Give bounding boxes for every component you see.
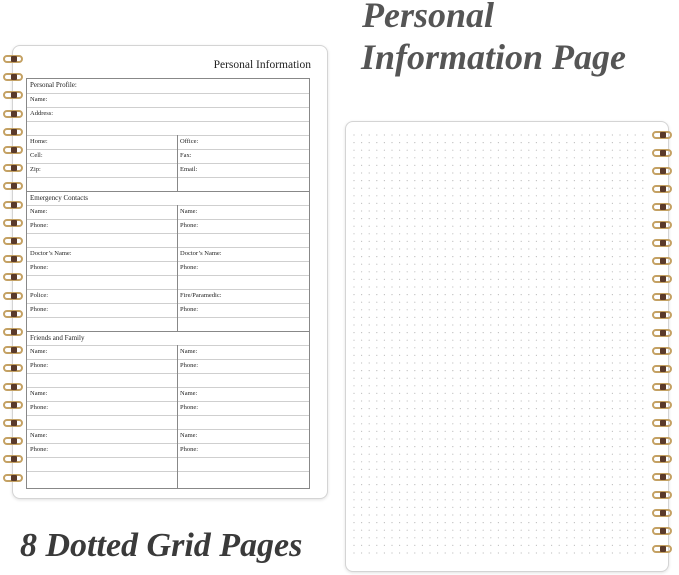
spiral-coil <box>1 255 27 264</box>
form-row <box>27 177 309 192</box>
spiral-coil <box>650 383 676 392</box>
form-row <box>27 317 309 332</box>
field-label-phone: Phone: <box>180 222 199 229</box>
footer-dotted-grid-pages: 8 Dotted Grid Pages <box>20 527 303 564</box>
spiral-coil <box>1 419 27 428</box>
spiral-coil <box>650 149 676 158</box>
spiral-coil <box>1 310 27 319</box>
spiral-coil <box>650 527 676 536</box>
spiral-coil <box>650 167 676 176</box>
section-label-friends-family: Friends and Family <box>30 334 85 342</box>
field-label-home: Home: <box>30 138 48 145</box>
spiral-coil <box>650 347 676 356</box>
field-label-phone: Phone: <box>30 264 49 271</box>
dot-grid <box>352 133 648 561</box>
spiral-coil <box>1 346 27 355</box>
form-row <box>27 233 309 248</box>
form-row <box>27 93 309 108</box>
spiral-coil <box>650 275 676 284</box>
spiral-coil <box>1 128 27 137</box>
form-row <box>27 135 309 150</box>
spiral-coil <box>650 491 676 500</box>
heading-information-page: Information Page <box>361 37 627 77</box>
form-row <box>27 401 309 416</box>
field-label-cell: Cell: <box>30 152 43 159</box>
spiral-coil <box>650 455 676 464</box>
form-row <box>27 387 309 402</box>
form-row <box>27 345 309 360</box>
spiral-coil <box>1 237 27 246</box>
spiral-coil <box>1 201 27 210</box>
field-label-name: Name: <box>180 432 198 439</box>
spiral-coil <box>650 131 676 140</box>
field-label-phone: Phone: <box>180 362 199 369</box>
spiral-coil <box>1 383 27 392</box>
spiral-coil <box>650 509 676 518</box>
spiral-coil <box>1 55 27 64</box>
field-label-police: Police: <box>30 292 49 299</box>
field-label-fire-paramedic: Fire/Paramedic: <box>180 292 222 299</box>
form-row <box>27 471 309 490</box>
spiral-coil <box>1 401 27 410</box>
form-title: Personal Information <box>213 59 311 71</box>
field-label-phone: Phone: <box>180 264 199 271</box>
field-label-name: Name: <box>180 348 198 355</box>
column-divider <box>177 205 178 331</box>
spiral-coil <box>650 311 676 320</box>
spiral-coil <box>650 329 676 338</box>
field-label-phone: Phone: <box>180 404 199 411</box>
section-label-personal-profile: Personal Profile: <box>30 81 77 89</box>
spiral-coil <box>1 91 27 100</box>
dot-grid-dots <box>353 134 643 553</box>
spiral-coil <box>1 273 27 282</box>
form-row <box>27 121 309 136</box>
field-label-zip: Zip: <box>30 166 41 173</box>
form-row <box>27 79 309 93</box>
form-row <box>27 429 309 444</box>
field-label-doctors-name: Doctor’s Name: <box>30 250 72 257</box>
spiral-coil <box>1 182 27 191</box>
form-row <box>27 331 309 346</box>
field-label-phone: Phone: <box>30 222 49 229</box>
field-label-phone: Phone: <box>180 446 199 453</box>
personal-information-page <box>12 45 328 499</box>
form-row <box>27 415 309 430</box>
form-row <box>27 107 309 122</box>
field-label-name: Name: <box>180 390 198 397</box>
form-row <box>27 149 309 164</box>
spiral-coil <box>1 455 27 464</box>
form-row <box>27 247 309 262</box>
field-label-fax: Fax: <box>180 152 192 159</box>
field-label-phone: Phone: <box>30 362 49 369</box>
form-row <box>27 359 309 374</box>
spiral-coil <box>650 545 676 554</box>
field-label-name: Name: <box>30 96 48 103</box>
form-row <box>27 457 309 472</box>
spiral-coil <box>650 185 676 194</box>
form-row <box>27 205 309 220</box>
spiral-coil <box>1 474 27 483</box>
column-divider <box>177 345 178 489</box>
form-row <box>27 219 309 234</box>
field-label-name: Name: <box>30 348 48 355</box>
spiral-coil <box>650 203 676 212</box>
form-row <box>27 289 309 304</box>
spiral-coil <box>1 73 27 82</box>
field-label-name: Name: <box>30 432 48 439</box>
form-row <box>27 443 309 458</box>
spiral-coil <box>1 146 27 155</box>
field-label-address: Address: <box>30 110 54 117</box>
spiral-coil <box>650 365 676 374</box>
form-row <box>27 275 309 290</box>
section-label-emergency-contacts: Emergency Contacts <box>30 194 88 202</box>
spiral-coil <box>650 293 676 302</box>
spiral-coil <box>1 328 27 337</box>
form-row <box>27 191 309 206</box>
form-row <box>27 163 309 178</box>
field-label-office: Office: <box>180 138 199 145</box>
spiral-coil <box>650 221 676 230</box>
field-label-phone: Phone: <box>30 446 49 453</box>
field-label-email: Email: <box>180 166 198 173</box>
field-label-phone: Phone: <box>30 306 49 313</box>
spiral-coil <box>650 239 676 248</box>
field-label-phone: Phone: <box>180 306 199 313</box>
form-row <box>27 303 309 318</box>
column-divider <box>177 135 178 191</box>
spiral-coil <box>650 437 676 446</box>
spiral-coil <box>1 164 27 173</box>
spiral-coil <box>1 110 27 119</box>
spiral-coil <box>650 401 676 410</box>
spiral-coil <box>1 364 27 373</box>
field-label-name: Name: <box>30 208 48 215</box>
field-label-name: Name: <box>30 390 48 397</box>
spiral-coil <box>650 257 676 266</box>
field-label-doctors-name: Doctor’s Name: <box>180 250 222 257</box>
field-label-phone: Phone: <box>30 404 49 411</box>
spiral-coil <box>1 437 27 446</box>
spiral-coil <box>1 219 27 228</box>
heading-personal: Personal <box>362 0 495 35</box>
information-form <box>26 78 310 489</box>
spiral-coil <box>650 473 676 482</box>
form-row <box>27 373 309 388</box>
form-row <box>27 261 309 276</box>
field-label-name: Name: <box>180 208 198 215</box>
spiral-coil <box>650 419 676 428</box>
spiral-coil <box>1 292 27 301</box>
